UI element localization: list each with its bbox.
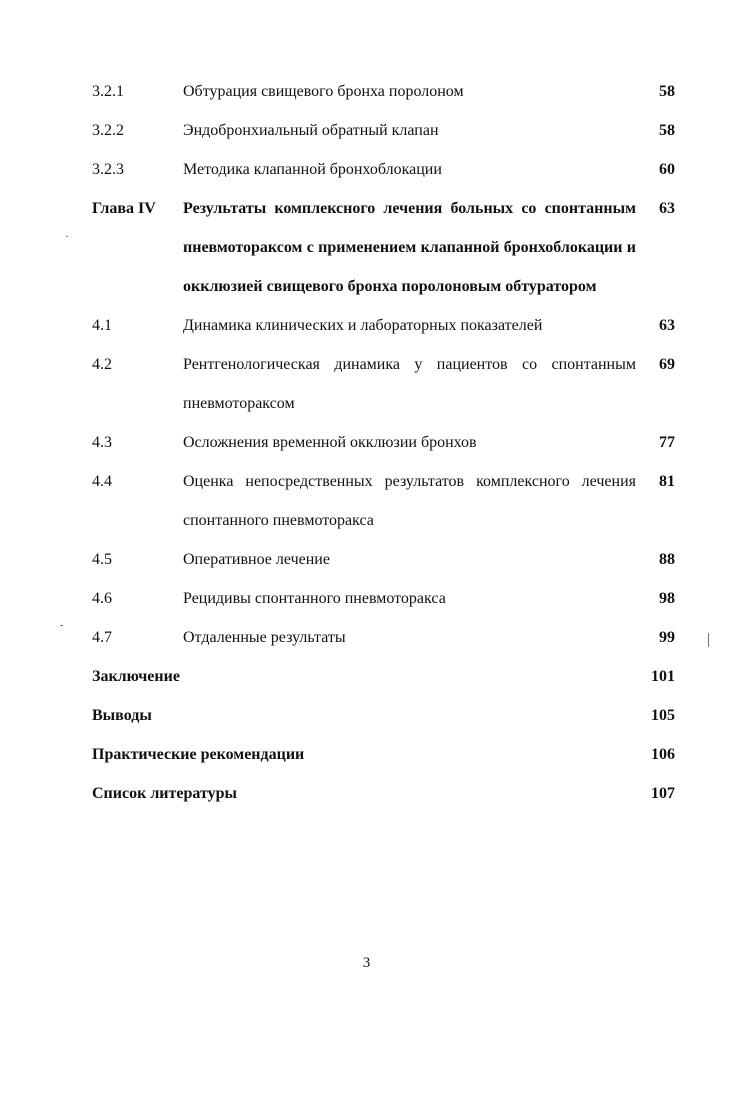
toc-entry-page: 99 xyxy=(659,629,675,646)
toc-section-title: Выводы xyxy=(92,707,152,724)
toc-entry-title: Отдаленные результаты xyxy=(183,629,346,646)
table-of-contents xyxy=(0,72,733,813)
toc-entry-4-1 xyxy=(0,306,733,345)
toc-entry-title: Оперативное лечение xyxy=(183,551,330,568)
toc-entry-conclusion xyxy=(0,657,733,696)
toc-entry-title: Рецидивы спонтанного пневмоторакса xyxy=(183,590,446,607)
toc-entry-page: 106 xyxy=(651,746,675,763)
toc-entry-number: 4.6 xyxy=(92,590,112,607)
toc-entry-page: 58 xyxy=(659,83,675,100)
toc-entry-4-2 xyxy=(0,345,733,423)
toc-entry-4-6 xyxy=(0,579,733,618)
toc-entry-3-2-2 xyxy=(0,111,733,150)
toc-entry-page: 77 xyxy=(659,434,675,451)
toc-entry-number: 4.3 xyxy=(92,434,112,451)
toc-chapter-title: Результаты комплексного лечения больных со спонтанным пневмотораксом с применением клапанной бронхоблокации и окклюзией свищевого бронха поролоновым обтуратором xyxy=(183,200,636,295)
toc-entry-references xyxy=(0,774,733,813)
toc-entry-4-5 xyxy=(0,540,733,579)
toc-entry-3-2-3 xyxy=(0,150,733,189)
toc-entry-page: 58 xyxy=(659,122,675,139)
toc-entry-recommendations xyxy=(0,735,733,774)
toc-entry-3-2-1 xyxy=(0,72,733,111)
scan-speck xyxy=(66,236,68,237)
toc-entry-findings xyxy=(0,696,733,735)
toc-entry-title: Обтурация свищевого бронха поролоном xyxy=(183,83,464,100)
toc-entry-page: 98 xyxy=(659,590,675,607)
toc-entry-title: Методика клапанной бронхоблокации xyxy=(183,161,442,178)
toc-entry-page: 101 xyxy=(651,668,675,685)
toc-entry-number: 4.4 xyxy=(92,473,112,490)
toc-entry-page: 63 xyxy=(659,317,675,334)
toc-section-title: Практические рекомендации xyxy=(92,746,305,763)
toc-entry-title: Оценка непосредственных результатов комплексного лечения спонтанного пневмоторакса xyxy=(183,473,636,529)
toc-chapter-number: Глава IV xyxy=(92,200,156,217)
toc-entry-title: Динамика клинических и лабораторных показателей xyxy=(183,317,543,334)
page-number: 3 xyxy=(362,955,371,971)
toc-entry-page: 107 xyxy=(651,785,675,802)
toc-section-title: Заключение xyxy=(92,668,180,685)
toc-entry-number: 4.5 xyxy=(92,551,112,568)
toc-entry-page: 69 xyxy=(659,356,675,373)
toc-entry-page: 63 xyxy=(659,200,675,217)
toc-entry-number: 3.2.1 xyxy=(92,83,124,100)
toc-entry-4-3 xyxy=(0,423,733,462)
toc-entry-page: 88 xyxy=(659,551,675,568)
toc-entry-4-4 xyxy=(0,462,733,540)
toc-entry-page: 105 xyxy=(651,707,675,724)
toc-entry-4-7 xyxy=(0,618,733,657)
toc-section-title: Список литературы xyxy=(92,785,237,802)
scan-speck xyxy=(60,625,63,626)
toc-entry-number: 3.2.2 xyxy=(92,122,124,139)
toc-entry-number: 3.2.3 xyxy=(92,161,124,178)
toc-entry-title: Эндобронхиальный обратный клапан xyxy=(183,122,439,139)
toc-entry-page: 60 xyxy=(659,161,675,178)
toc-entry-number: 4.7 xyxy=(92,629,112,646)
toc-entry-title: Рентгенологическая динамика у пациентов со спонтанным пневмотораксом xyxy=(183,356,636,412)
toc-entry-title: Осложнения временной окклюзии бронхов xyxy=(183,434,477,451)
scan-mark xyxy=(708,633,709,647)
toc-entry-number: 4.2 xyxy=(92,356,112,373)
toc-entry-page: 81 xyxy=(659,473,675,490)
toc-entry-number: 4.1 xyxy=(92,317,112,334)
toc-entry-chapter-4 xyxy=(0,189,733,306)
